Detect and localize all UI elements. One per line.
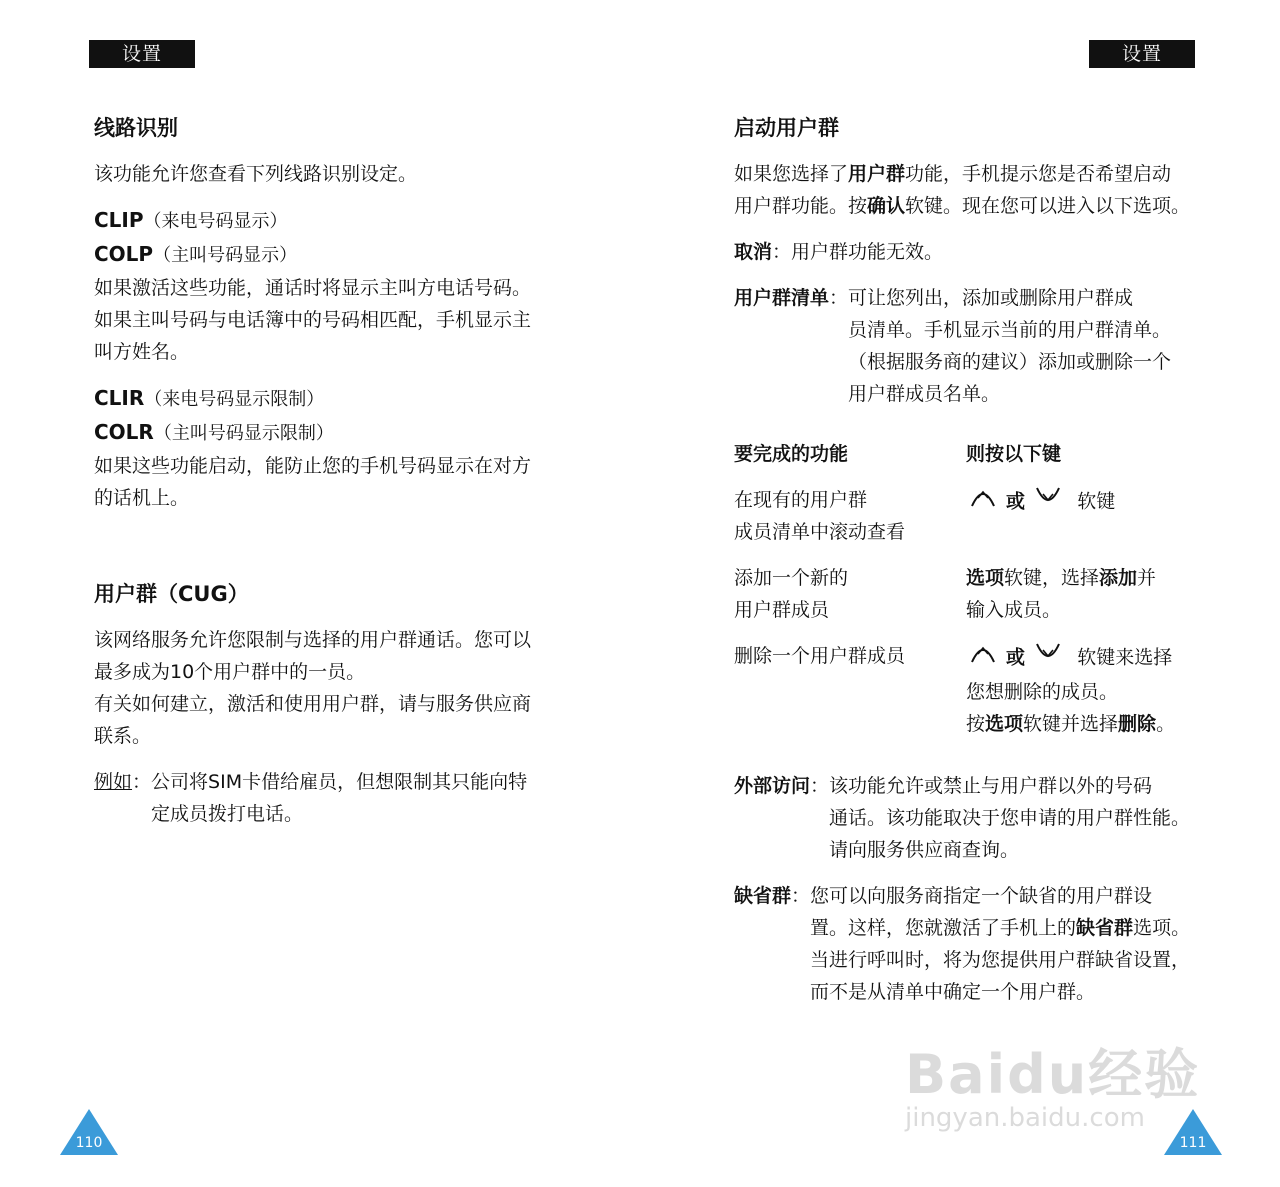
external-access-option (734, 770, 1214, 866)
cug-p1-line2: 最多成为10个用户群中的一员。 (94, 661, 366, 683)
default-body (810, 880, 1214, 1008)
list-line3: （根据服务商的建议）添加或删除一个 (848, 351, 1172, 373)
list-body (848, 282, 1214, 410)
col1-header: 要完成的功能 (734, 443, 849, 465)
function-key-table (734, 438, 1214, 740)
default-line3: 当进行呼叫时，将为您提供用户群缺省设置， (810, 949, 1191, 971)
colr-paren: （主叫号码显示限制） (153, 423, 334, 444)
clip-paren: （来电号码显示） (143, 211, 288, 232)
watermark-url: jingyan.baidu.com (905, 1103, 1145, 1133)
clip-desc-1: 如果激活这些功能，通话时将显示主叫方电话号码。 (94, 277, 532, 299)
or-text: 或 (1006, 490, 1026, 513)
col2-header: 则按以下键 (966, 443, 1062, 465)
section-header-tab: 设置 (1089, 40, 1195, 68)
line-id-intro: 该功能允许您查看下列线路识别设定。 (94, 163, 418, 185)
external-label: 外部访问 (734, 775, 811, 797)
softkey-text: 软键来选择 (1077, 646, 1173, 669)
external-body (829, 770, 1214, 866)
list-line4: 用户群成员名单。 (848, 383, 1001, 405)
row2-func-line2: 用户群成员 (734, 599, 830, 621)
cug-p1-line1: 该网络服务允许您限制与选择的用户群通话。您可以 (94, 629, 532, 651)
cancel-label: 取消 (734, 241, 773, 263)
clir-line (94, 382, 564, 416)
row2-key-line2: 输入成员。 (966, 599, 1062, 621)
list-label: 用户群清单 (734, 287, 830, 309)
colr-term: COLR (94, 420, 154, 444)
colp-term: COLP (94, 242, 154, 266)
left-content (94, 112, 564, 830)
table-row (734, 626, 1214, 740)
external-key (734, 770, 829, 866)
watermark-logo: Baidu经验 (905, 1043, 1201, 1106)
row1-func-line1: 在现有的用户群 (734, 489, 868, 511)
cancel-option (734, 236, 1214, 268)
scroll-down-key-icon (1031, 640, 1065, 676)
clip-line (94, 204, 564, 238)
colp-line (94, 238, 564, 272)
example-sep: ： (132, 771, 152, 793)
cug-p2-line1: 有关如何建立，激活和使用用户群，请与服务供应商 (94, 693, 532, 715)
softkey-text: 软键 (1077, 490, 1116, 513)
clir-term: CLIR (94, 386, 145, 410)
scroll-down-key-icon (1031, 484, 1065, 520)
example-label: 例如 (94, 771, 133, 793)
right-page (640, 0, 1280, 1187)
clir-desc-2: 的话机上。 (94, 487, 190, 509)
text-run: 并 (1137, 567, 1157, 589)
enable-line2 (734, 190, 1214, 222)
text-run: 功能，手机提示您是否希望启动 (905, 163, 1172, 185)
scroll-up-key-icon (966, 640, 1000, 676)
cancel-desc: ：用户群功能无效。 (772, 241, 944, 263)
external-sep: ： (810, 775, 830, 797)
table-row (734, 470, 1214, 548)
delete-text: 删除 (1118, 713, 1157, 735)
cug-p2-line2: 联系。 (94, 725, 152, 747)
external-line3: 请向服务供应商查询。 (829, 839, 1020, 861)
list-line1: 可让您列出，添加或删除用户群成 (848, 287, 1134, 309)
or-text: 或 (1006, 646, 1026, 669)
bold-run: 确认 (867, 195, 906, 217)
list-key (734, 282, 848, 410)
table-row (734, 548, 1214, 626)
text-run: 。 (1156, 713, 1176, 735)
page-number: 110 (75, 1135, 103, 1151)
row1-func-line2: 成员清单中滚动查看 (734, 521, 906, 543)
example-body (151, 766, 564, 830)
clip-desc-3: 叫方姓名。 (94, 341, 190, 363)
row3-key-line2: 您想删除的成员。 (966, 681, 1119, 703)
clir-desc-1: 如果这些功能启动，能防止您的手机号码显示在对方 (94, 455, 532, 477)
colp-paren: （主叫号码显示） (153, 245, 298, 266)
row2-func-line1: 添加一个新的 (734, 567, 849, 589)
row3-key-line3 (966, 708, 1214, 740)
clir-paren: （来电号码显示限制） (144, 389, 325, 410)
text-run: 软键，选择 (1004, 567, 1100, 589)
default-key (734, 880, 810, 1008)
colr-line (94, 416, 564, 450)
page-number: 111 (1179, 1135, 1207, 1151)
list-sep: ： (829, 287, 849, 309)
row3-key-line1 (966, 640, 1214, 676)
enable-line1 (734, 158, 1214, 190)
example-line1: 公司将SIM卡借给雇员，但想限制其只能向特 (151, 771, 528, 793)
enable-cug-title: 启动用户群 (734, 116, 839, 140)
external-line1: 该功能允许或禁止与用户群以外的号码 (829, 775, 1153, 797)
default-line4: 而不是从清单中确定一个用户群。 (810, 981, 1096, 1003)
cug-example (94, 766, 564, 830)
text-run: 如果您选择了 (734, 163, 849, 185)
line-id-title: 线路识别 (94, 116, 178, 140)
example-key (94, 766, 151, 830)
default-line1: 您可以向服务商指定一个缺省的用户群设 (810, 885, 1153, 907)
scroll-up-key-icon (966, 484, 1000, 520)
row2-key-line1 (966, 562, 1214, 594)
table-header-row (734, 438, 1214, 470)
example-line2: 定成员拨打电话。 (151, 803, 304, 825)
clip-term: CLIP (94, 208, 144, 232)
text-run: 选项。 (1133, 917, 1191, 939)
options-text: 选项 (985, 713, 1024, 735)
clip-desc-2: 如果主叫号码与电话簿中的号码相匹配，手机显示主 (94, 309, 532, 331)
baidu-watermark (905, 1032, 1205, 1142)
text-run: 用户群功能。按 (734, 195, 868, 217)
list-line2: 员清单。手机显示当前的用户群清单。 (848, 319, 1172, 341)
bold-run: 缺省群 (1076, 917, 1134, 939)
text-run: 按 (966, 713, 986, 735)
default-group-option (734, 880, 1214, 1008)
text-run: 置。这样，您就激活了手机上的 (810, 917, 1077, 939)
external-line2: 通话。该功能取决于您申请的用户群性能。 (829, 807, 1191, 829)
list-option (734, 282, 1214, 410)
section-header-tab: 设置 (89, 40, 195, 68)
options-text: 选项 (966, 567, 1005, 589)
default-label: 缺省群 (734, 885, 792, 907)
default-line2 (810, 912, 1214, 944)
bold-run: 用户群 (848, 163, 906, 185)
default-sep: ： (791, 885, 811, 907)
row3-func: 删除一个用户群成员 (734, 645, 906, 667)
text-run: 软键。现在您可以进入以下选项。 (905, 195, 1191, 217)
cug-title: 用户群（CUG） (94, 582, 249, 606)
text-run: 软键并选择 (1023, 713, 1119, 735)
add-text: 添加 (1099, 567, 1138, 589)
right-content (734, 112, 1214, 1008)
